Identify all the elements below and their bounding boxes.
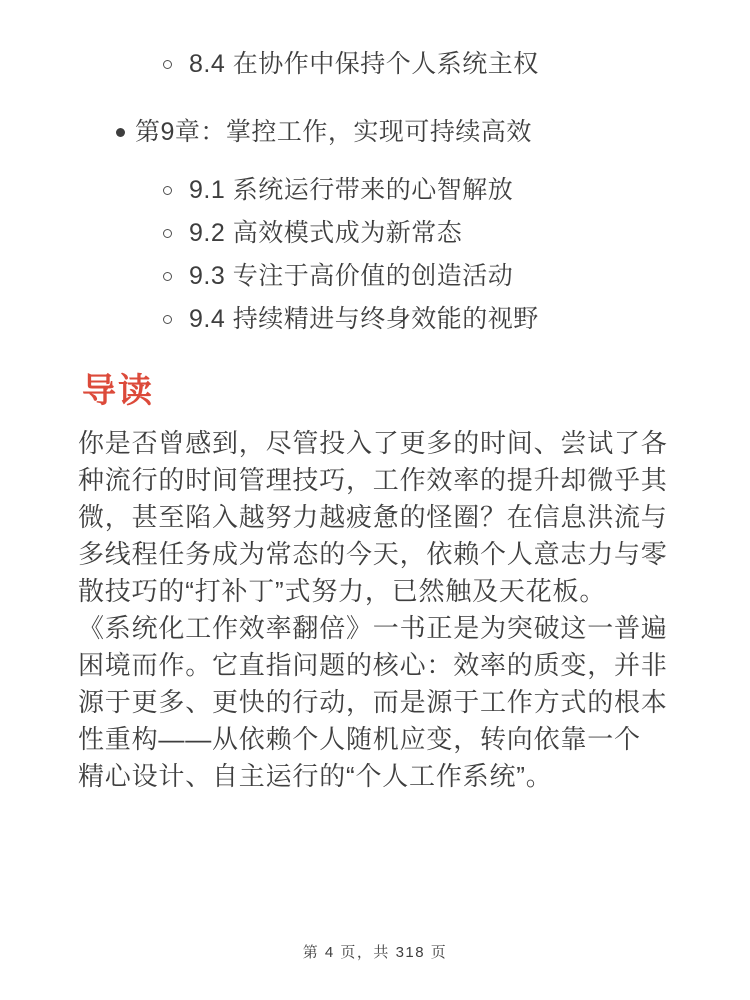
toc-item-8-4 <box>0 47 750 81</box>
toc-item-label: 9.4 持续精进与终身效能的视野 <box>189 305 539 333</box>
disc-bullet-icon <box>116 128 125 137</box>
toc-item-chapter-9 <box>0 115 750 149</box>
section-heading: 导读 <box>82 372 154 410</box>
toc-item-9-3 <box>0 259 750 293</box>
toc-item-label: 9.3 专注于高价值的创造活动 <box>189 262 514 290</box>
intro-paragraph <box>78 425 678 795</box>
text-line: 多线程任务成为常态的今天，依赖个人意志力与零 <box>78 539 668 569</box>
text-line: 《系统化工作效率翻倍》一书正是为突破这一普遍 <box>78 613 668 643</box>
text-line: 困境而作。它直指问题的核心：效率的质变，并非 <box>78 650 668 680</box>
text-line: 你是否曾感到，尽管投入了更多的时间、尝试了各 <box>78 428 668 458</box>
toc-item-label: 第9章：掌控工作，实现可持续高效 <box>135 118 532 146</box>
circle-bullet-icon <box>163 60 172 69</box>
text-line: 种流行的时间管理技巧，工作效率的提升却微乎其 <box>78 465 668 495</box>
page-footer <box>0 941 750 962</box>
text-line: 源于更多、更快的行动，而是源于工作方式的根本 <box>78 687 668 717</box>
text-line: 微，甚至陷入越努力越疲惫的怪圈？在信息洪流与 <box>78 502 668 532</box>
circle-bullet-icon <box>163 186 172 195</box>
toc-item-label: 9.1 系统运行带来的心智解放 <box>189 176 514 204</box>
text-line: 性重构——从依赖个人随机应变，转向依靠一个 <box>78 724 641 754</box>
toc-item-9-1 <box>0 173 750 207</box>
page-indicator: 第 4 页，共 318 页 <box>302 944 448 961</box>
text-line: 精心设计、自主运行的“个人工作系统”。 <box>78 761 553 791</box>
table-of-contents <box>0 0 750 336</box>
toc-item-9-4 <box>0 302 750 336</box>
toc-item-label: 9.2 高效模式成为新常态 <box>189 219 463 247</box>
circle-bullet-icon <box>163 315 172 324</box>
circle-bullet-icon <box>163 272 172 281</box>
toc-item-9-2 <box>0 216 750 250</box>
circle-bullet-icon <box>163 229 172 238</box>
text-line: 散技巧的“打补丁”式努力，已然触及天花板。 <box>78 576 607 606</box>
toc-item-label: 8.4 在协作中保持个人系统主权 <box>189 50 539 78</box>
